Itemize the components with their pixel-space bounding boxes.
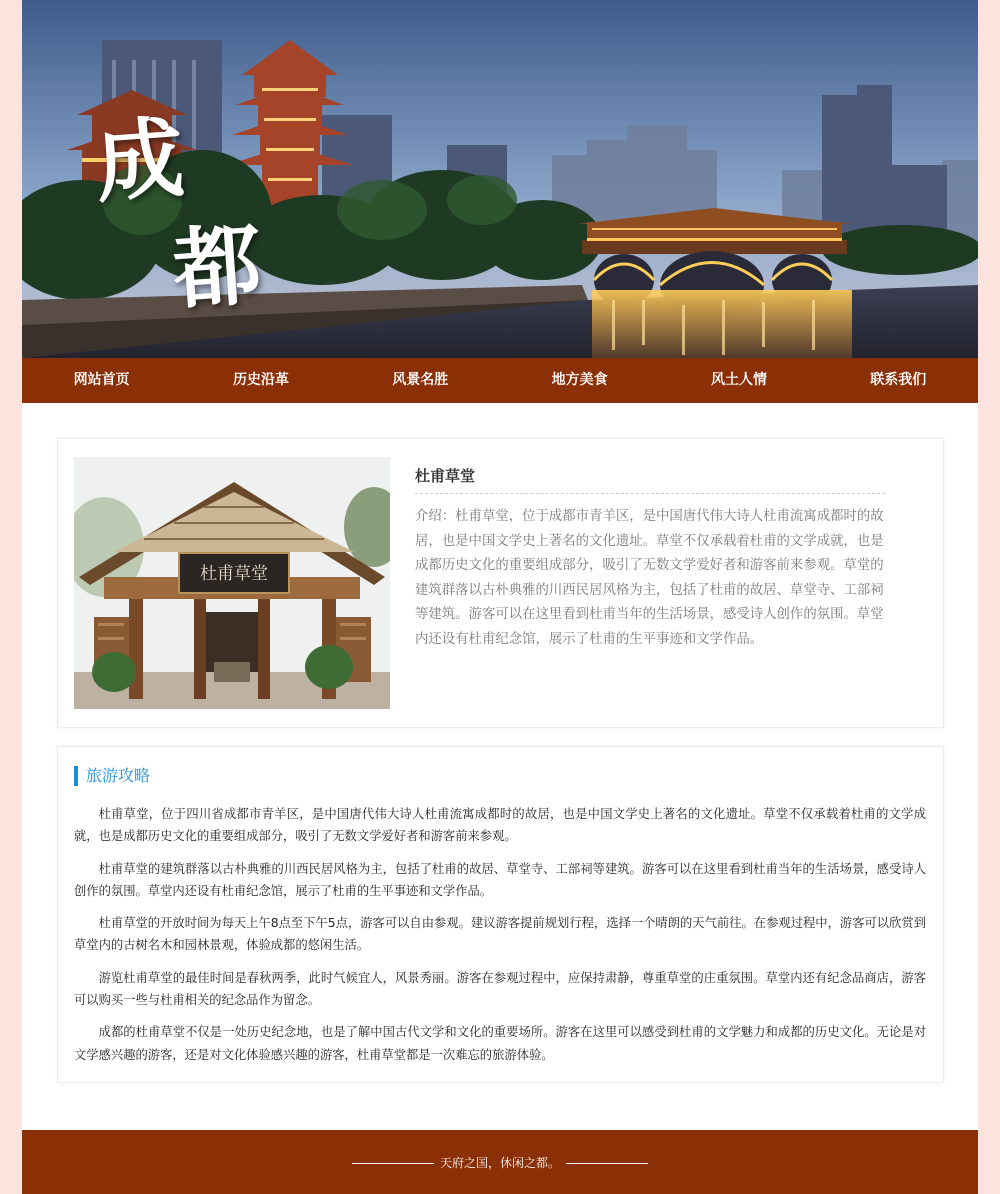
footer-slogan: 天府之国，休闲之都。	[439, 1156, 560, 1170]
intro-title: 杜甫草堂	[415, 467, 476, 485]
guide-paragraph: 杜甫草堂，位于四川省成都市青羊区，是中国唐代伟大诗人杜甫流寓成都时的故居，也是中国文学史上著名的文化遗址。草堂不仅承载着杜甫的文学成就，也是成都历史文化的重要组成部分，吸引了无数文学爱好者和游客前来参观。	[74, 807, 926, 844]
divider	[415, 493, 885, 494]
banner	[22, 0, 978, 358]
caotang-photo	[74, 457, 390, 709]
guide-body	[74, 803, 926, 1076]
banner-title	[92, 93, 308, 346]
intro-card	[57, 438, 944, 728]
footer	[22, 1130, 978, 1194]
footer-divider-right	[566, 1163, 648, 1164]
guide-paragraph: 杜甫草堂的建筑群落以古朴典雅的川西民居风格为主，包括了杜甫的故居、草堂寺、工部祠等建筑。游客可以在这里看到杜甫当年的生活场景，感受诗人创作的氛围。草堂内还设有杜甫纪念馆，展示了杜甫的生平事迹和文学作品。	[74, 861, 926, 898]
nav-item-history[interactable]: 历史沿革	[232, 372, 289, 388]
nav-item-contact[interactable]: 联系我们	[870, 372, 927, 388]
banner-title-char: 都	[169, 211, 265, 322]
nav-item-customs[interactable]: 风土人情	[710, 372, 767, 388]
footer-divider-left	[352, 1163, 434, 1164]
page	[22, 0, 978, 1194]
guide-title: 旅游攻略	[74, 766, 150, 786]
footer-text-row	[22, 1154, 978, 1171]
caotang-sign-text: 杜甫草堂	[200, 564, 268, 584]
guide-paragraph: 游览杜甫草堂的最佳时间是春秋两季，此时气候宜人，风景秀丽。游客在参观过程中，应保持肃静，尊重草堂的庄重氛围。草堂内还有纪念品商店，游客可以购买一些与杜甫相关的纪念品作为留念。	[74, 970, 926, 1008]
intro-text: 介绍：杜甫草堂，位于成都市青羊区，是中国唐代伟大诗人杜甫流寓成都时的故居，也是中国文学史上著名的文化遗址。草堂不仅承载着杜甫的文学成就，也是成都历史文化的重要组成部分，吸引了无数文学爱好者和游客前来参观。草堂的建筑群落以古朴典雅的川西民居风格为主，包括了杜甫的故居、草堂寺、工部祠等建筑。游客可以在这里看到杜甫当年的生活场景，感受诗人创作的氛围。草堂内还设有杜甫纪念馆，展示了杜甫的生平事迹和文学作品。	[415, 509, 884, 647]
banner-title-char: 成	[92, 105, 188, 216]
guide-paragraph: 成都的杜甫草堂不仅是一处历史纪念地，也是了解中国古代文学和文化的重要场所。游客在这里可以感受到杜甫的文学魅力和成都的历史文化。无论是对文学感兴趣的游客，还是对文化体验感兴趣的游客，杜甫草堂都是一次难忘的旅游体验。	[74, 1025, 926, 1062]
nav-item-scenery[interactable]: 风景名胜	[392, 372, 449, 388]
main-nav	[22, 358, 978, 403]
guide-card	[57, 746, 944, 1083]
nav-item-food[interactable]: 地方美食	[551, 372, 608, 388]
nav-item-home[interactable]: 网站首页	[73, 372, 130, 388]
guide-paragraph: 杜甫草堂的开放时间为每天上午8点至下午5点，游客可以自由参观。建议游客提前规划行程，选择一个晴朗的天气前往。在参观过程中，游客可以欣赏到草堂内的古树名木和园林景观，体验成都的悠闲生活。	[74, 916, 926, 953]
